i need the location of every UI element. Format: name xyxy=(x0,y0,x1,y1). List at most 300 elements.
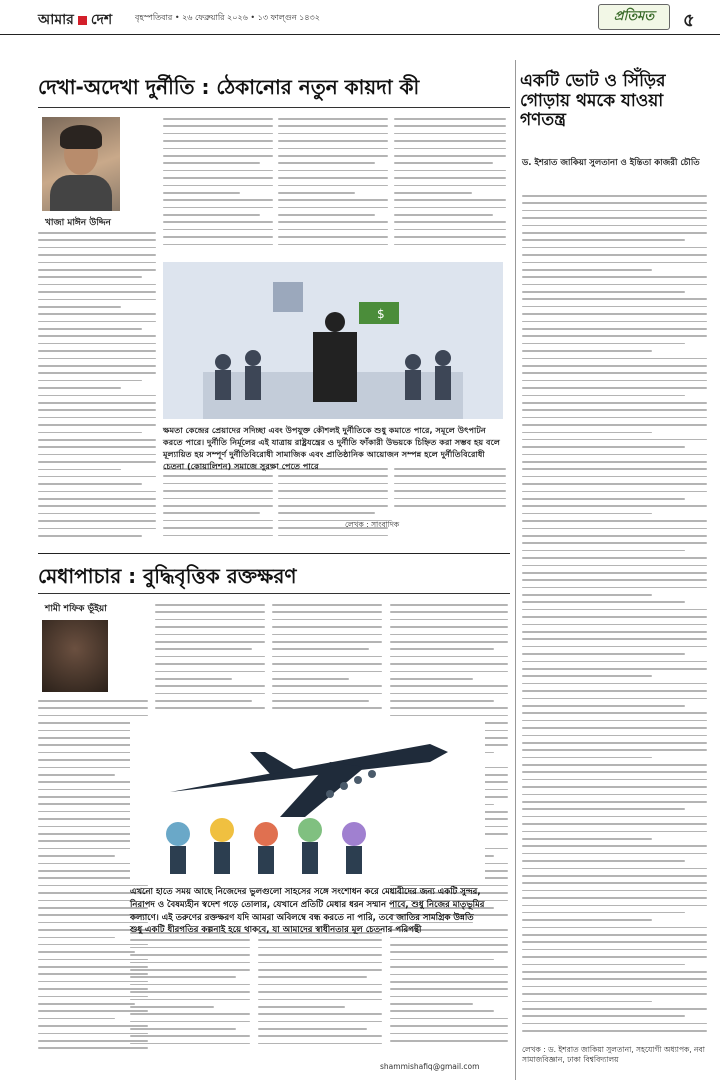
text-line xyxy=(390,966,508,968)
text-line xyxy=(390,619,508,621)
text-line xyxy=(522,624,707,626)
text-line xyxy=(155,604,265,606)
text-line xyxy=(163,140,273,142)
text-line xyxy=(522,528,707,530)
text-line xyxy=(130,1028,236,1030)
text-line xyxy=(522,771,707,773)
text-line xyxy=(522,897,707,899)
article1-column-6 xyxy=(278,468,388,548)
issue-date: বৃহস্পতিবার • ২৬ ফেব্রুয়ারি ২০২৬ • ১৩ ফাল্গুন ১৪৩২ xyxy=(135,13,320,22)
headline-rule xyxy=(38,593,510,594)
text-line xyxy=(522,417,707,419)
text-line xyxy=(522,601,685,603)
text-line xyxy=(390,1033,508,1035)
text-line xyxy=(390,611,508,613)
text-line xyxy=(130,939,250,941)
text-line xyxy=(522,941,707,943)
article1-author: খাজা মাঈন উদ্দিন xyxy=(45,218,111,228)
svg-text:$: $ xyxy=(377,307,385,321)
text-line xyxy=(272,671,382,673)
text-line xyxy=(522,727,707,729)
text-line xyxy=(390,1003,473,1005)
article1-pullquote: ক্ষমতা কেন্দ্রের প্রেয়াদের সদিচ্ছা এবং উপযুক্ত কৌশলই দুর্নীতিকে শুধু কমাতে পারে, সমূলে উৎপাটন করতে পারে। দুর্নীতি নির্মূলের এই যাত্রায় রাষ্ট্রযন্ত্রের ও দুর্নীতি ফাঁকারী উভয়কে চিহ্নিত করা সম্ভব হয় বলে মূল্যায়িত হয় সম্পূর্ণ দুর্নীতিবিরোধী সামাজিক এবং প্রাতিষ্ঠানিক আয়োজন সম্পন্ন হলে দুর্নীতিবিরোধী চেতনা (কোয়ালিশন) সমাজে সুরক্ষা পেতে পারে xyxy=(163,425,500,471)
text-line xyxy=(390,634,508,636)
text-line xyxy=(163,162,260,164)
text-line xyxy=(130,1043,250,1045)
text-line xyxy=(522,838,652,840)
text-line xyxy=(390,700,494,702)
text-line xyxy=(522,202,707,204)
text-line xyxy=(130,991,250,993)
text-line xyxy=(155,619,265,621)
text-line xyxy=(163,535,273,537)
headline-rule xyxy=(38,107,510,108)
text-line xyxy=(522,705,685,707)
text-line xyxy=(155,678,232,680)
text-line xyxy=(390,951,508,953)
text-line xyxy=(38,513,156,515)
text-line xyxy=(394,185,506,187)
article3-column-5 xyxy=(130,932,250,1057)
text-line xyxy=(394,125,506,127)
text-line xyxy=(522,328,707,330)
text-line xyxy=(38,284,156,286)
masthead xyxy=(0,0,720,35)
text-line xyxy=(522,269,652,271)
text-line xyxy=(522,919,652,921)
text-line xyxy=(278,148,388,150)
author-photo xyxy=(42,620,108,692)
article1-column-7 xyxy=(394,468,506,514)
text-line xyxy=(258,976,367,978)
text-line xyxy=(272,656,382,658)
text-line xyxy=(522,225,707,227)
text-line xyxy=(394,221,506,223)
text-line xyxy=(38,306,121,308)
text-line xyxy=(522,513,652,515)
text-line xyxy=(394,192,472,194)
text-line xyxy=(38,291,156,293)
text-line xyxy=(522,291,685,293)
text-line xyxy=(130,962,250,964)
text-line xyxy=(390,959,494,961)
text-line xyxy=(522,335,707,337)
text-line xyxy=(38,505,156,507)
article1-column-1 xyxy=(38,232,156,547)
text-line xyxy=(272,707,382,709)
text-line xyxy=(38,715,148,717)
text-line xyxy=(272,619,382,621)
text-line xyxy=(522,934,707,936)
text-line xyxy=(38,232,156,234)
text-line xyxy=(163,229,273,231)
text-line xyxy=(394,170,506,172)
text-line xyxy=(522,749,707,751)
text-line xyxy=(522,801,707,803)
author-photo xyxy=(42,117,120,211)
text-line xyxy=(163,520,273,522)
text-line xyxy=(258,954,382,956)
text-line xyxy=(522,217,707,219)
article2-author-note: লেখক : ড. ইশরাত জাকিয়া সুলতানা, সহযোগী অধ্যাপক, নবা সামাজবিজ্ঞান, ঢাকা বিশ্ববিদ্যালয় xyxy=(522,1045,705,1065)
text-line xyxy=(522,668,707,670)
text-line xyxy=(163,483,273,485)
text-line xyxy=(522,912,685,914)
text-line xyxy=(522,565,707,567)
text-line xyxy=(258,947,382,949)
text-line xyxy=(258,939,382,941)
text-line xyxy=(522,343,685,345)
text-line xyxy=(38,461,156,463)
text-line xyxy=(38,476,156,478)
text-line xyxy=(38,439,156,441)
text-line xyxy=(522,409,707,411)
text-line xyxy=(155,700,252,702)
text-line xyxy=(130,976,236,978)
text-line xyxy=(272,604,382,606)
text-line xyxy=(522,276,707,278)
text-line xyxy=(390,707,508,709)
text-line xyxy=(522,823,707,825)
text-line xyxy=(522,262,707,264)
text-line xyxy=(278,162,375,164)
article3-author: শামী শফিক ভূঁইয়া xyxy=(45,604,107,614)
text-line xyxy=(38,796,135,798)
text-line xyxy=(522,306,707,308)
text-line xyxy=(38,1018,115,1020)
text-line xyxy=(390,944,508,946)
text-line xyxy=(522,491,707,493)
article3-headline[interactable]: মেধাপাচার : বুদ্ধিবৃত্তিক রক্তক্ষরণ xyxy=(38,564,297,588)
text-line xyxy=(38,535,142,537)
text-line xyxy=(522,978,707,980)
text-line xyxy=(522,254,707,256)
text-line xyxy=(130,1006,214,1008)
text-line xyxy=(522,432,652,434)
text-line xyxy=(522,1001,652,1003)
text-line xyxy=(522,735,707,737)
text-line xyxy=(163,185,273,187)
text-line xyxy=(38,380,142,382)
text-line xyxy=(522,587,707,589)
article3-column-3 xyxy=(272,604,382,716)
text-line xyxy=(278,244,388,246)
article1-column-5 xyxy=(163,468,273,548)
text-line xyxy=(522,321,707,323)
article1-headline[interactable]: দেখা-অদেখা দুর্নীতি : ঠেকানোর নতুন কায়দা কী xyxy=(38,75,420,99)
text-line xyxy=(278,498,388,500)
text-line xyxy=(522,653,685,655)
section-title: প্রতিমত xyxy=(598,4,670,30)
text-line xyxy=(38,402,156,404)
text-line xyxy=(278,483,388,485)
text-line xyxy=(272,648,369,650)
article3-column-6 xyxy=(258,932,382,1057)
text-line xyxy=(522,971,707,973)
text-line xyxy=(155,663,265,665)
text-line xyxy=(38,269,156,271)
text-line xyxy=(522,698,707,700)
text-line xyxy=(38,774,115,776)
text-line xyxy=(38,387,121,389)
text-line xyxy=(522,712,707,714)
text-line xyxy=(390,685,508,687)
text-line xyxy=(258,1035,382,1037)
text-line xyxy=(38,498,156,500)
text-line xyxy=(522,483,707,485)
text-line xyxy=(522,964,685,966)
text-line xyxy=(390,1018,508,1020)
text-line xyxy=(272,700,369,702)
text-line xyxy=(258,969,382,971)
text-line xyxy=(390,981,508,983)
text-line xyxy=(522,365,707,367)
text-line xyxy=(522,609,707,611)
text-line xyxy=(522,949,707,951)
text-line xyxy=(38,321,156,323)
text-line xyxy=(394,483,506,485)
text-line xyxy=(163,118,273,120)
text-line xyxy=(163,221,273,223)
text-line xyxy=(163,125,273,127)
text-line xyxy=(258,1043,382,1045)
text-line xyxy=(278,214,375,216)
text-line xyxy=(522,542,707,544)
text-line xyxy=(163,475,273,477)
text-line xyxy=(38,358,156,360)
article3-pullquote: এখনো হাতে সময় আছে নিজেদের ভুলগুলো সাহসের সঙ্গে সংশোধন করে মেধাবীদের জন্য একটি সুন্দর, নিরাপদ ও বৈষম্যহীন স্বদেশ গড়ে তোলার, যেখানে প্রতিটি মেধার ধরন সম্মান পাবে, শুধু নিজের মাতৃভূমির কল্যাণে। এই তরুণের রক্তক্ষরণ যদি আমরা অবিলম্বে বন্ধ করতে না পারি, তবে জাতির সামগ্রিক উন্নতি শুধু একটি ধীরগতির কল্পনাই হয়ে থাকবে, যা আমাদের স্বাধীনতার মূল চেতনার পরিপন্থী xyxy=(130,887,485,936)
article2-headline[interactable]: একটি ভোট ও সিঁড়ির গোড়ায় থমকে যাওয়া গণতন্ত্র xyxy=(520,71,666,131)
text-line xyxy=(258,962,382,964)
text-line xyxy=(522,402,707,404)
text-line xyxy=(38,313,156,315)
text-line xyxy=(522,232,707,234)
text-line xyxy=(522,1030,707,1032)
text-line xyxy=(522,646,707,648)
text-line xyxy=(163,199,273,201)
text-line xyxy=(278,236,388,238)
text-line xyxy=(522,853,707,855)
text-line xyxy=(394,118,506,120)
text-line xyxy=(38,700,148,702)
column-divider xyxy=(515,60,516,1080)
text-line xyxy=(390,648,494,650)
text-line xyxy=(522,535,707,537)
article2-body xyxy=(522,195,707,1040)
text-line xyxy=(522,690,707,692)
text-line xyxy=(278,229,388,231)
text-line xyxy=(130,947,250,949)
text-line xyxy=(522,195,707,197)
text-line xyxy=(38,365,156,367)
text-line xyxy=(522,882,707,884)
newspaper-logo xyxy=(38,8,112,32)
text-line xyxy=(522,638,707,640)
text-line xyxy=(163,236,273,238)
text-line xyxy=(38,262,156,264)
text-line xyxy=(522,986,707,988)
text-line xyxy=(130,1021,250,1023)
text-line xyxy=(522,454,707,456)
text-line xyxy=(522,520,707,522)
text-line xyxy=(390,626,508,628)
text-line xyxy=(38,395,156,397)
text-line xyxy=(38,417,156,419)
text-line xyxy=(522,631,707,633)
text-line xyxy=(272,634,382,636)
text-line xyxy=(155,634,265,636)
text-line xyxy=(163,207,273,209)
text-line xyxy=(278,170,388,172)
text-line xyxy=(272,663,382,665)
text-line xyxy=(258,1006,345,1008)
text-line xyxy=(522,757,652,759)
text-line xyxy=(38,520,156,522)
text-line xyxy=(278,185,388,187)
text-line xyxy=(278,505,388,507)
text-line xyxy=(155,671,265,673)
brand-left: আমার xyxy=(38,12,74,28)
text-line xyxy=(163,177,273,179)
text-line xyxy=(394,199,506,201)
text-line xyxy=(272,611,382,613)
text-line xyxy=(38,707,148,709)
text-line xyxy=(522,372,707,374)
text-line xyxy=(155,648,252,650)
text-line xyxy=(272,626,382,628)
text-line xyxy=(38,335,156,337)
text-line xyxy=(130,1013,250,1015)
text-line xyxy=(278,192,355,194)
text-line xyxy=(522,239,685,241)
text-line xyxy=(163,155,273,157)
text-line xyxy=(258,991,382,993)
text-line xyxy=(155,693,265,695)
text-line xyxy=(390,974,508,976)
text-line xyxy=(522,742,707,744)
text-line xyxy=(522,550,685,552)
text-line xyxy=(38,900,135,902)
text-line xyxy=(38,424,156,426)
text-line xyxy=(522,461,707,463)
text-line xyxy=(522,675,652,677)
text-line xyxy=(522,476,707,478)
text-line xyxy=(522,424,707,426)
text-line xyxy=(522,505,707,507)
text-line xyxy=(163,490,273,492)
text-line xyxy=(38,350,156,352)
text-line xyxy=(522,764,707,766)
text-line xyxy=(163,244,273,246)
text-line xyxy=(38,951,135,953)
text-line xyxy=(38,744,135,746)
text-line xyxy=(522,890,707,892)
article1-column-4 xyxy=(394,118,506,258)
text-line xyxy=(394,229,506,231)
text-line xyxy=(38,247,156,249)
text-line xyxy=(38,528,156,530)
text-line xyxy=(155,641,265,643)
text-line xyxy=(390,1010,494,1012)
text-line xyxy=(155,685,265,687)
text-line xyxy=(38,254,156,256)
text-line xyxy=(522,860,685,862)
text-line xyxy=(522,1008,707,1010)
text-line xyxy=(38,328,142,330)
text-line xyxy=(394,148,506,150)
text-line xyxy=(390,996,508,998)
text-line xyxy=(522,993,707,995)
text-line xyxy=(38,446,156,448)
text-line xyxy=(272,641,382,643)
text-line xyxy=(522,845,707,847)
text-line xyxy=(390,693,508,695)
text-line xyxy=(522,683,707,685)
text-line xyxy=(522,831,707,833)
text-line xyxy=(278,207,388,209)
text-line xyxy=(394,133,506,135)
text-line xyxy=(522,905,707,907)
text-line xyxy=(390,1040,508,1042)
article1-signature: লেখক : সাংবাদিক xyxy=(345,520,400,529)
text-line xyxy=(522,298,707,300)
article2-authors: ড. ইশরাত জাকিয়া সুলতানা ও ইন্তিতা কাজরী চৌতি xyxy=(522,158,700,168)
text-line xyxy=(522,1015,685,1017)
logo-square-icon xyxy=(78,16,87,25)
text-line xyxy=(258,1013,382,1015)
text-line xyxy=(278,535,388,537)
text-line xyxy=(394,505,506,507)
text-line xyxy=(394,214,493,216)
text-line xyxy=(522,720,707,722)
section-divider xyxy=(38,553,510,554)
text-line xyxy=(278,475,388,477)
corruption-illustration xyxy=(163,262,503,419)
text-line xyxy=(258,1021,382,1023)
text-line xyxy=(394,155,506,157)
text-line xyxy=(38,848,135,850)
text-line xyxy=(155,656,265,658)
text-line xyxy=(394,140,506,142)
text-line xyxy=(272,693,382,695)
text-line xyxy=(38,343,156,345)
text-line xyxy=(394,244,506,246)
text-line xyxy=(163,512,260,514)
text-line xyxy=(522,794,707,796)
text-line xyxy=(390,656,508,658)
text-line xyxy=(390,641,508,643)
text-line xyxy=(38,409,156,411)
text-line xyxy=(522,579,707,581)
text-line xyxy=(522,498,685,500)
text-line xyxy=(38,855,115,857)
text-line xyxy=(522,557,707,559)
text-line xyxy=(522,439,707,441)
article3-email[interactable]: shammishafiq@gmail.com xyxy=(380,1062,480,1071)
text-line xyxy=(522,875,707,877)
text-line xyxy=(38,1003,135,1005)
text-line xyxy=(163,133,273,135)
text-line xyxy=(522,808,685,810)
text-line xyxy=(155,611,265,613)
text-line xyxy=(390,1025,508,1027)
text-line xyxy=(278,133,388,135)
article3-column-2 xyxy=(155,604,265,716)
text-line xyxy=(394,490,506,492)
text-line xyxy=(394,177,506,179)
text-line xyxy=(272,678,349,680)
text-line xyxy=(272,685,382,687)
